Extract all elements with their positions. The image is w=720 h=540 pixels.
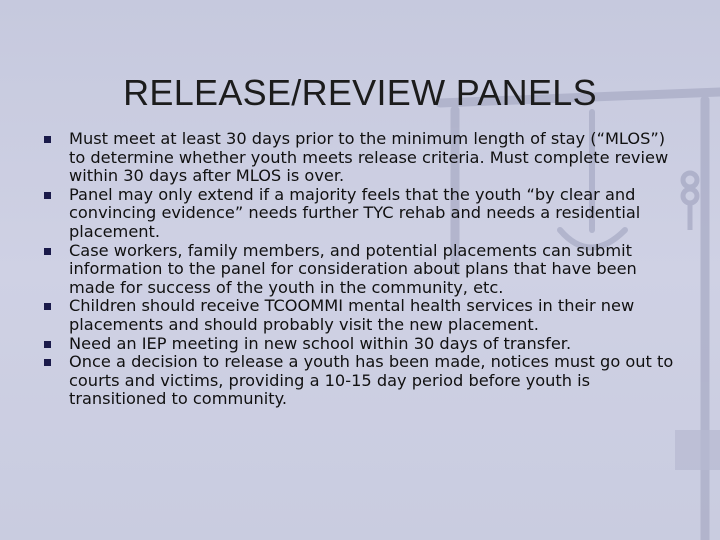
square-bullet-icon: [44, 359, 51, 366]
bullet-item: [44, 186, 684, 242]
square-bullet-icon: [44, 341, 51, 348]
bullet-item: [44, 242, 684, 298]
bullet-text: Children should receive TCOOMMI mental health services in their new placements and should probably visit the new placement.: [69, 296, 635, 334]
bullet-text: Panel may only extend if a majority feels that the youth “by clear and convincing evidence” needs further TYC rehab and needs a residential placement.: [69, 184, 641, 241]
square-bullet-icon: [44, 303, 51, 310]
bullet-item: [44, 353, 684, 409]
square-bullet-icon: [44, 136, 51, 143]
bullet-text: Case workers, family members, and potential placements can submit information to the panel for consideration about plans that have been made for success of the youth in the community, etc.: [69, 240, 637, 297]
bullet-item: [44, 297, 684, 334]
bullet-item: [44, 130, 684, 186]
slide-title: RELEASE/REVIEW PANELS: [123, 72, 597, 113]
bullet-text: Must meet at least 30 days prior to the minimum length of stay (“MLOS”) to determine whether youth meets release criteria. Must complete review within 30 days after MLOS is over.: [69, 129, 669, 186]
bullet-item: [44, 335, 684, 354]
bullet-text: Once a decision to release a youth has been made, notices must go out to courts and victims, providing a 10-15 day period before youth is transitioned to community.: [69, 352, 674, 409]
square-bullet-icon: [44, 248, 51, 255]
bullet-text: Need an IEP meeting in new school within 30 days of transfer.: [69, 333, 572, 353]
square-bullet-icon: [44, 192, 51, 199]
bullet-list: [44, 130, 684, 409]
